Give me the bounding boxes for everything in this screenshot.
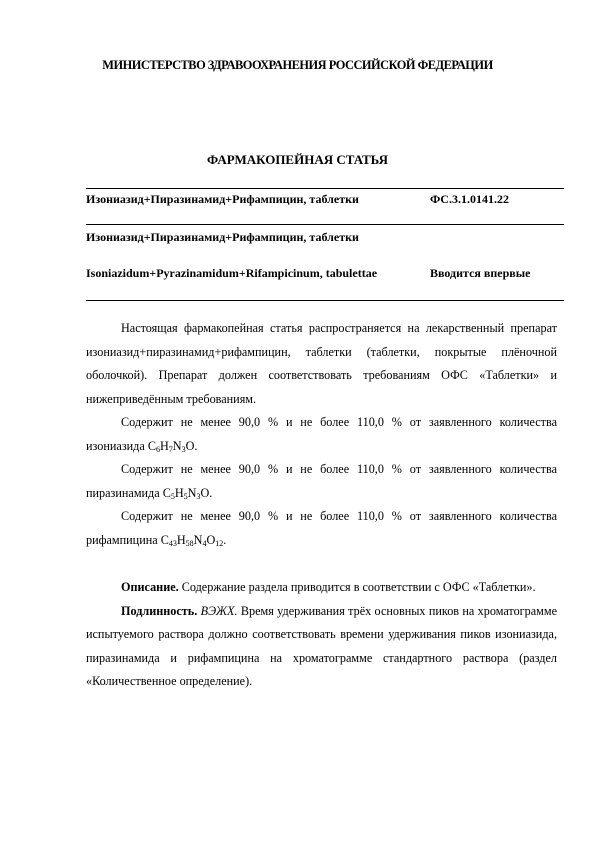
divider xyxy=(86,188,564,189)
content-pyrazinamide: Содержит не менее 90,0 % и не более 110,0 % от заявленного количества пиразинамида $C_5H_5N_3O$. xyxy=(86,462,557,501)
ministry-heading: МИНИСТЕРСТВО ЗДРАВООХРАНЕНИЯ РОССИЙСКОЙ ФЕДЕРАЦИИ xyxy=(102,58,493,72)
drug-name-latin: Isoniazidum+Pyrazinamidum+Rifampicinum, tabulettae xyxy=(86,266,378,280)
divider xyxy=(86,300,564,301)
content-rifampicin: Содержит не менее 90,0 % и не более 110,0 % от заявленного количества рифампицина $C_{43}H_{58}N_4O_{12}$. xyxy=(86,509,557,548)
content-prefix: Содержит не менее 90,0 % и не более 110,0 % от заявленного количества xyxy=(121,509,557,523)
monograph-body xyxy=(86,317,557,694)
description-section xyxy=(86,576,557,600)
identity-method: ВЭЖХ. xyxy=(200,603,238,618)
status-note: Вводится впервые xyxy=(430,266,531,280)
drug-name-ru: Изониазид+Пиразинамид+Рифампицин, таблетки xyxy=(86,192,359,206)
section-gap xyxy=(86,552,557,576)
pyrazinamide-formula: $C_5H_5N_3O$ xyxy=(162,485,210,501)
rifampicin-formula: $C_{43}H_{58}N_4O_{12}$ xyxy=(160,532,224,548)
divider xyxy=(86,224,564,225)
content-isoniazid: Содержит не менее 90,0 % и не более 110,0 % от заявленного количества изониазида $C_6H_7N_3O$. xyxy=(86,415,557,454)
identity-label: Подлинность. xyxy=(121,603,198,618)
identity-section xyxy=(86,600,557,694)
intro-paragraph: Настоящая фармакопейная статья распространяется на лекарственный препарат изониазид+пиразинамид+рифампицин, таблетки (таблетки, покрытые плёночной оболочкой). Препарат должен соответствовать требованиям ОФС «Таблетки» и нижеприведённым требованиям. xyxy=(86,321,557,406)
content-prefix: Содержит не менее 90,0 % и не более 110,0 % от заявленного количества xyxy=(121,415,557,429)
identity-text: Время удерживания трёх основных пиков на хроматограмме испытуемого раствора должно соответствовать времени удерживания пиков изониазида, пиразинамида и рифампицина на хроматограмме стандартного раствора (раздел «Количественное определение). xyxy=(86,603,558,688)
drug-name-ru-2: Изониазид+Пиразинамид+Рифампицин, таблетки xyxy=(86,230,359,244)
content-prefix: Содержит не менее 90,0 % и не более 110,0 % от заявленного количества xyxy=(121,462,557,476)
rifampicin-name: рифампицина xyxy=(86,532,158,547)
isoniazid-formula: $C_6H_7N_3O$ xyxy=(147,438,195,454)
isoniazid-name: изониазида xyxy=(86,438,145,453)
description-text: Содержание раздела приводится в соответствии с ОФС «Таблетки». xyxy=(181,580,536,594)
monograph-number: ФС.3.1.0141.22 xyxy=(430,192,509,206)
document-title: ФАРМАКОПЕЙНАЯ СТАТЬЯ xyxy=(207,152,388,167)
description-label: Описание. xyxy=(121,580,179,594)
pyrazinamide-name: пиразинамида xyxy=(86,485,160,500)
